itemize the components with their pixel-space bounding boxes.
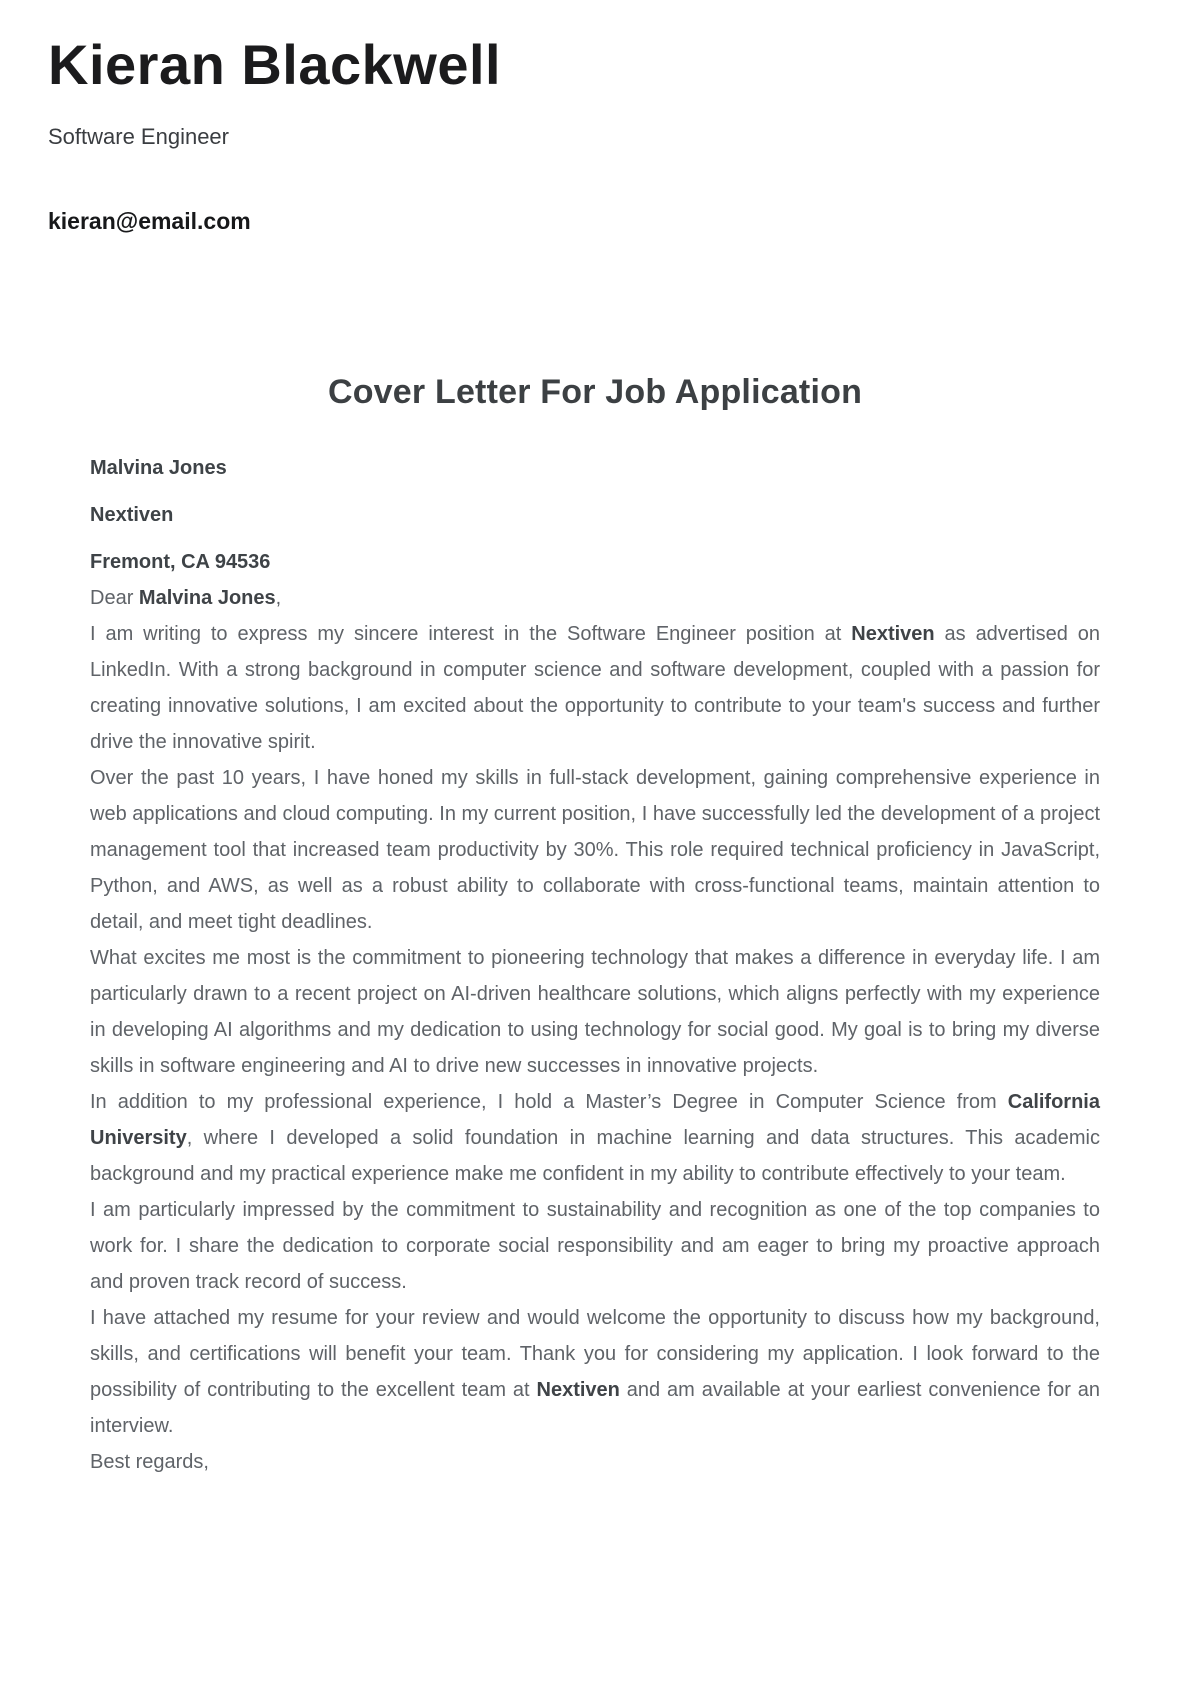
closing: Best regards, [90,1451,209,1473]
letter-body [0,372,1200,1480]
paragraph-experience: Over the past 10 years, I have honed my skills in full-stack development, gaining comprehensive experience in web applications and cloud computing. In my current position, I have successfully led the development of a project management tool that increased team productivity by 30%. This role required technical proficiency in JavaScript, Python, and AWS, as well as a robust ability to collaborate with cross-functional teams, maintain attention to detail, and meet tight deadlines. [90,767,1100,933]
applicant-email: kieran@email.com [48,208,251,234]
recipient-address: Fremont, CA 94536 [90,551,271,573]
recipient-company: Nextiven [90,504,174,526]
salutation: Dear Malvina Jones, [90,587,282,609]
header [0,0,1200,236]
paragraph-intro: I am writing to express my sincere interest in the Software Engineer position at Nextiven as advertised on LinkedIn. With a strong background in computer science and software development, coupled with a passion for creating innovative solutions, I am excited about the opportunity to contribute to your team's success and further drive the innovative spirit. [90,623,1100,753]
applicant-name: Kieran Blackwell [48,33,502,96]
paragraph-motivation: What excites me most is the commitment to pioneering technology that makes a difference in everyday life. I am particularly drawn to a recent project on AI-driven healthcare solutions, which aligns perfectly with my experience in developing AI algorithms and my dedication to using technology for social good. My goal is to bring my diverse skills in software engineering and AI to drive new successes in innovative projects. [90,947,1100,1077]
paragraph-resume: I have attached my resume for your review and would welcome the opportunity to discuss how my background, skills, and certifications will benefit your team. Thank you for considering my application. I look forward to the possibility of contributing to the excellent team at Nextiven and am available at your earliest convenience for an interview. [90,1307,1100,1437]
paragraph-values: I am particularly impressed by the commitment to sustainability and recognition as one of the top companies to work for. I share the dedication to corporate social responsibility and am eager to bring my proactive approach and proven track record of success. [90,1199,1100,1293]
recipient-name: Malvina Jones [90,457,227,479]
paragraph-education: In addition to my professional experience, I hold a Master’s Degree in Computer Science from California University, where I developed a solid foundation in machine learning and data structures. This academic background and my practical experience make me confident in my ability to contribute effectively to your team. [90,1091,1100,1185]
letter-title: Cover Letter For Job Application [327,373,863,411]
applicant-role: Software Engineer [48,124,229,149]
